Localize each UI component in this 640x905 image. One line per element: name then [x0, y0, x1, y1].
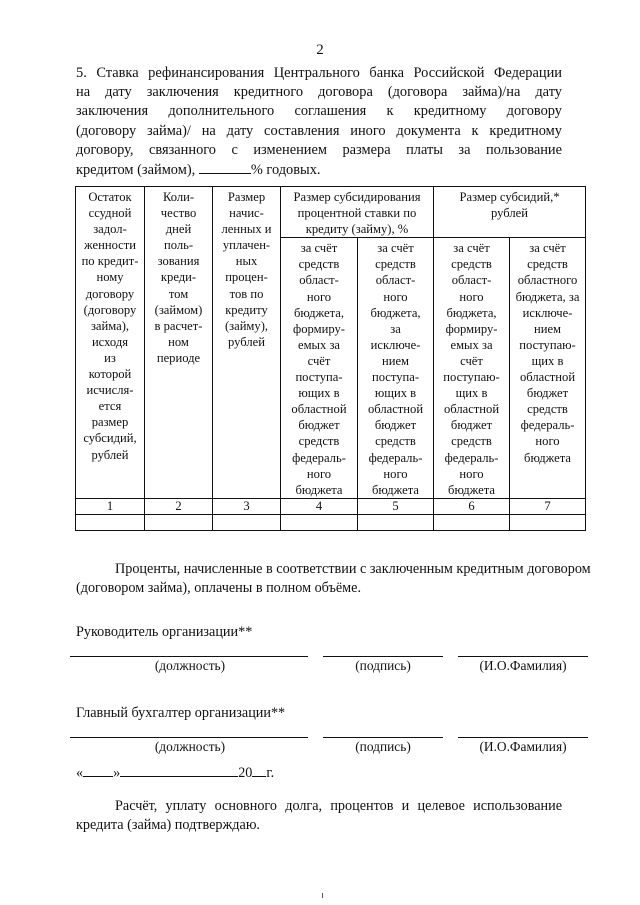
section-5-line-5: договору, связанного с изменением размера платы за пользование [76, 141, 562, 158]
header-col-6: за счёт средств област- ного бюджета, формиру- емых за счёт поступаю- щих в областной бюджет средств федераль- ного бюджета [434, 238, 510, 499]
accountant-position-label: (должность) [154, 739, 226, 754]
accountant-signature-line[interactable] [323, 737, 443, 738]
accountant-role-label: Главный бухгалтер организации** [76, 705, 286, 721]
head-name-label: (И.О.Фамилия) [479, 658, 567, 673]
section-5-line-3: заключения дополнительного соглашения к кредитному договору [76, 103, 562, 120]
header-interest: Размер начис- ленных и уплачен- ных процен- тов по кредиту (займу), рублей [213, 187, 281, 499]
date-day-field[interactable] [83, 764, 113, 777]
date-suffix: г. [266, 765, 275, 781]
empty-cell[interactable] [76, 514, 145, 530]
header-col-4: за счёт средств област- ного бюджета, формиру- емых за счёт поступа- ющих в областной бюджет средств федераль- ного бюджета [281, 238, 358, 499]
subsidy-table [75, 186, 586, 531]
section-5-line-2: на дату заключения кредитного договора (договора займа)/на дату [76, 84, 562, 101]
header-group-rate: Размер субсидирования процентной ставки по кредиту (займу), % [281, 187, 434, 238]
section-5-line-6 [76, 160, 562, 180]
head-position-line[interactable] [70, 656, 308, 657]
head-name-line[interactable] [458, 656, 588, 657]
section-5-line-1: 5. Ставка рефинансирования Центрального банка Российской Федерации [76, 65, 562, 81]
confirmation-statement [76, 797, 562, 835]
date-year: 20 [238, 765, 253, 781]
column-number: 1 [76, 498, 145, 514]
column-number: 5 [358, 498, 434, 514]
column-number: 2 [145, 498, 213, 514]
header-days: Коли- чество дней поль- зования креди- том (займом) в расчет- ном периоде [145, 187, 213, 499]
head-signature-label: (подпись) [355, 658, 411, 673]
empty-cell[interactable] [281, 514, 358, 530]
empty-cell[interactable] [213, 514, 281, 530]
date-close-quote: » [113, 765, 121, 781]
empty-cell[interactable] [145, 514, 213, 530]
column-number: 7 [510, 498, 586, 514]
section-5-line-4: (договору займа)/ на дату составления иного документа к кредитному [76, 122, 562, 139]
header-col-5: за счёт средств област- ного бюджета, за исключе- нием поступа- ющих в областной бюджет средств федераль- ного бюджета [358, 238, 434, 499]
paid-statement-line-2: (договором займа), оплачены в полном объёме. [76, 580, 362, 596]
head-signature-line[interactable] [323, 656, 443, 657]
confirmation-line-1: Расчёт, уплату основного долга, процентов и целевое использование [115, 798, 562, 814]
scan-mark [322, 893, 323, 898]
accountant-position-line[interactable] [70, 737, 308, 738]
rate-blank-field[interactable] [199, 160, 251, 174]
empty-cell[interactable] [510, 514, 586, 530]
header-group-subsidy: Размер субсидий,* рублей [434, 187, 586, 238]
header-balance: Остаток ссудной задол- женности по кредит- ному договору (договору займа), исходя из которой исчисля- ется размер субсидий, рублей [76, 187, 145, 499]
accountant-name-line[interactable] [458, 737, 588, 738]
empty-cell[interactable] [434, 514, 510, 530]
paid-statement-line-1: Проценты, начисленные в соответствии с заключенным кредитным договором [115, 561, 591, 577]
accountant-name-label: (И.О.Фамилия) [479, 739, 567, 754]
page-number: 2 [316, 42, 324, 58]
rate-suffix: % годовых. [250, 162, 321, 179]
section-5-paragraph [76, 64, 562, 180]
date-month-field[interactable] [120, 764, 238, 777]
head-position-label: (должность) [154, 658, 226, 673]
date-open-quote: « [76, 765, 84, 781]
confirmation-line-2: кредита (займа) подтверждаю. [76, 817, 260, 833]
column-number: 6 [434, 498, 510, 514]
accountant-signature-label: (подпись) [355, 739, 411, 754]
column-number: 4 [281, 498, 358, 514]
header-col-7: за счёт средств областного бюджета, за исключе- нием поступаю- щих в областной бюджет средств федераль- ного бюджета [510, 238, 586, 499]
paid-statement [76, 560, 591, 598]
date-year-field[interactable] [252, 764, 266, 777]
empty-cell[interactable] [358, 514, 434, 530]
date-line [76, 764, 274, 782]
head-role-label: Руководитель организации** [76, 624, 253, 640]
rate-prefix: кредитом (займом), [76, 162, 199, 179]
column-number: 3 [213, 498, 281, 514]
